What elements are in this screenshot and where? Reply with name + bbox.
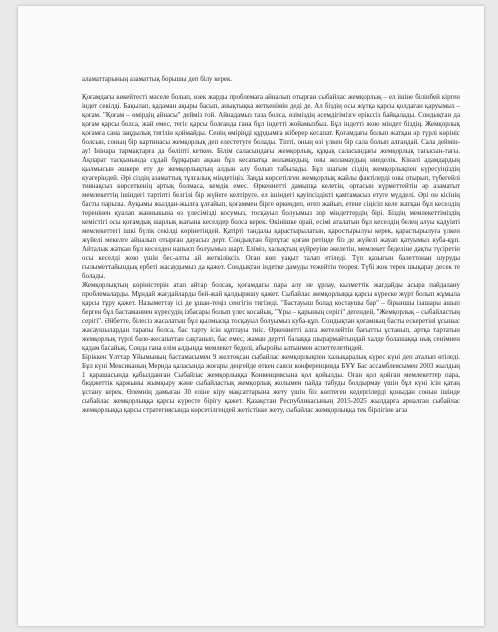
lead-line: аламаттарының азаматтық борышы деп білу керек. (82, 76, 233, 83)
paragraph-2: Жемқорлықтың көріністерін атап айтар болсақ, қоғамдағы пара алу не ұрлау, кызметтік жағдайды асыра пайдалану проблемаларды. Мұндай жағдайларды бей-жай қалдыржшу қажет. Сыбайлас жемқорлыққа қарсы күреске жүрт болып жұмыла қарсы тұру қажет. Назыметтау ісі де ұшан-теңіз сенгігін тигізеді. "Бастауыш болад костаушы бар" – бірыншы ізашары ашып берген бұл бастаманиен күресудің ізбасары болып үлес косайық. "Ұры – қарының серігі" дегендей, "Жемқорлық – сыбайластың серігі". Әйбетте, білесіз жасалатын бұл қылмысқа тосқауыл болуымыз куба-құп. Сондықтан қоғамның басты ескеретіні ұсыныс жасаушылардан тарапы болса, бас тарту ісін құптауы тиіс. Өркениетті алға жетелейтін бағытты ұстанып, артқа тартатын жемқорлық түрлі бәле-жесапаттан сақтанып, бас емес, жаман дертті балаққа шырармайтындай халде болашаққа нық сенімнен қадам басайық. Сонда ғана елім алдында мемлекет беделі, абыройы алтынмен әспеттелетіндей. (82, 281, 460, 352)
paragraph-3: Біріккен Ұлттар Ұйымының бастамасымен 9 желтоқсан сыбайлас жемқорлықпен халықаралық күрес күні деп аталып өтіледі. Бұл күні Мексиканың Мерида қаласында жоғары деңгейде өткен саяси конференцияда БҰҰ Бас ассамблеясымен 2003 жылдың 1 қарашасында қабылданған Сыбайлас жемқорлыққа Конвенциясына қол қойылды. Оған қол қойған мемлекеттер пара, бюджеттік қаржыны жымқыру және сыбайластық жемқорлық жолымен пайда табуды болдырмау үшін бұл күні ісін қатаң ұстану керек. Өлемнің дамыған 30 еліне кіру мақсаттарына жету үшін біз көптеген кедергілерді қоныдан сонын ішінде сыбайлас жемқорлыққа қарсы күресте бірігу қажет. Қазақстан Республикасының 2015-2025 жылдарға арналған сыбайлас жемқорлыққа қарсы стратегиясында көрсетілгендей жетістікке жету, сыбайлас жемқорлыққа тек бірлігіне ағза (82, 353, 460, 415)
document-page (18, 6, 484, 626)
paragraph-1: Қоғамдағы көкейтесті мәселе болып, өзек жарды проблемаға айналып отырған сыбайлас жемқорлық – ел ішіне білінбей кірген індет секілді. Бақылап, қадаман ақыры басып, анықтықка жеткенімін деді де. Ал біздің осы жұтқа қарсы қолдаған қаруымыз – қоғам. "Қоғам – өмірдің айнасы" дейміз гой. Айнадамыз таза болса, өзіміздің әсемдігімізге ерікссіз байқалады. Сондықтан да қоғам қарсы болса, жай емес, тегіс қарсы болғанда ғана бұл індетті жойамызбыз. Бұл індетті жою міндет біздің. Жемқорлық қоғамға сана заңдылық тигізін қоймайды. Сенің өміріңді құрдымға жіберер кесапат. Қоғамдағы болып жатқан әр түрлі көрініс болсын, соның бір картинасы жемқорлық деп елестетуге болады. Тіпті, оның өзі үлкен бір сала болып алғандай. Сала деймін-ау! Інінара тармақтарға да бөліпті кеткен. Білім саласындағы жемқорлық, құқық саласындағы жемқорлық тағысын-тағы. Ақпарат тасқынында сұдай бұрқырап ақкан бұл кесапатқа жоламаудың, оны жоламаудың ниеделік. Кінәлі адамдардың қылмысын әшкере ету де жемқорлықтың алдын алу болып табылады. Бұл шағым сіздің жемқорлықпен күресуіңіздің куәгеріндей. Әрі сіздің азаматтық тұлғалық міндетіңіз. Заңда көрсетілген жемқорлық жайлы фактілерді оны отырып, түбегейлі тиянақсыз көрсеткенің артық болмаса, кемдік емес. Өркениетті дамыпқа келетін, ортасын күрметтейтін әр азаматыт мемлекеттің ішіндегі тәртіпті белгілі бір жүйеге келтіруге, ел ішіндегі қауіпсіздікті қамтамасыз етуге мүдделі. Әрі он кісінің басты парызы. Ауқымы жылдан-жылға ұлғайып, қоғаммен бірге өркендеп, өтеп жайып, етене сіңісіп келе жатқан бұл кеселдің теренінен қуалап жанныкына өз үлесімізді косумыз, тосқауыл болуымыз зор міндеттердің бірі. Біздің мемлекеттіміздің кемістігі осы қоғамдық шарлық жағына кеселдер болса керек. Өкінішке орай, есімі аталатын бұл кеселдің белең алуы кадуіяті мемлекеттегі ішкі бүлік секілді көрінетіндей. Қатірті тандалы қарастырылатын, қаростырылуы керек, қарастырылуға үлкен жүйелі мекелге айналып отырған дауасыз дерт. Сондықтан біртұтас қоғам ретінде біз де жүйелі жауап қатуымыз куба-құп. Айталык жаткан бұл кеселден напысп болуымыз шарт. Еліміз, халықтың күйреуіне әкелетін, мемлекет беделіне дақты түсіретін осы кеселді жою үшін бес-алты ай жеткіліксіз. Оған көп уақыт талап етіледі. Түп қазығын балеттонан шуруды ғылыметтайындық ербеті жасаудымыз да қажет. Сондықтан індетке дамуды тежейтін теорея. Түбі жок терек шықарау десек те болады. (82, 93, 460, 281)
document-body (82, 76, 460, 416)
